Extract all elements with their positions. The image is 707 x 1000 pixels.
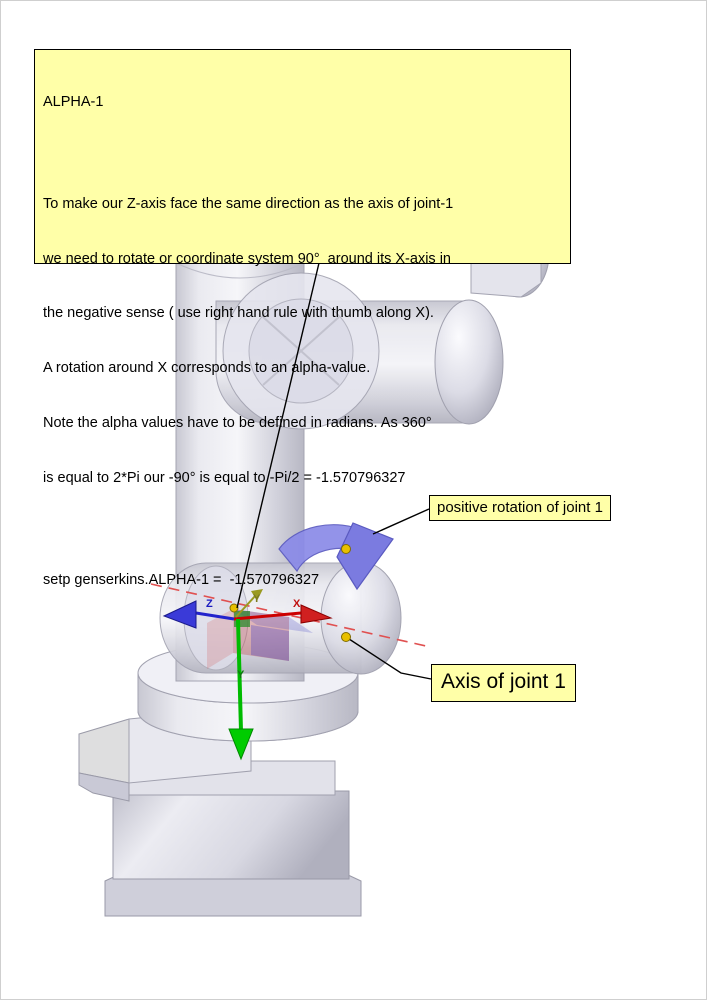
axis-label-z: Z bbox=[206, 598, 213, 610]
alpha-note-line-5: Note the alpha values have to be defined in radians. As 360° bbox=[43, 415, 432, 432]
label-positive-rotation: positive rotation of joint 1 bbox=[429, 495, 611, 521]
axis-label-y: Y bbox=[237, 669, 245, 681]
alpha-note-line-4: A rotation around X corresponds to an alpha-value. bbox=[43, 360, 371, 377]
alpha-note-spacer-1 bbox=[43, 147, 562, 158]
robot-base bbox=[79, 643, 361, 916]
alpha-note-line-6: is equal to 2*Pi our -90° is equal to -Pi/2 = -1.570796327 bbox=[43, 469, 406, 486]
axis-label-up: Y bbox=[253, 593, 261, 605]
alpha-note-spacer-2 bbox=[43, 524, 562, 535]
alpha-note-line-2: we need to rotate or coordinate system 90° around its X-axis in bbox=[43, 250, 451, 267]
axis-marker-dot bbox=[342, 633, 351, 642]
axis-label-x: X bbox=[293, 598, 301, 610]
alpha-note-line-1: To make our Z-axis face the same direction as the axis of joint-1 bbox=[43, 195, 454, 212]
alpha-note-setp-command: setp genserkins.ALPHA-1 = -1.570796327 bbox=[43, 572, 320, 589]
label-axis-of-joint-1: Axis of joint 1 bbox=[431, 664, 576, 702]
alpha-note-heading: ALPHA-1 bbox=[43, 93, 104, 110]
alpha-note-line-3: the negative sense ( use right hand rule with thumb along X). bbox=[43, 305, 434, 322]
